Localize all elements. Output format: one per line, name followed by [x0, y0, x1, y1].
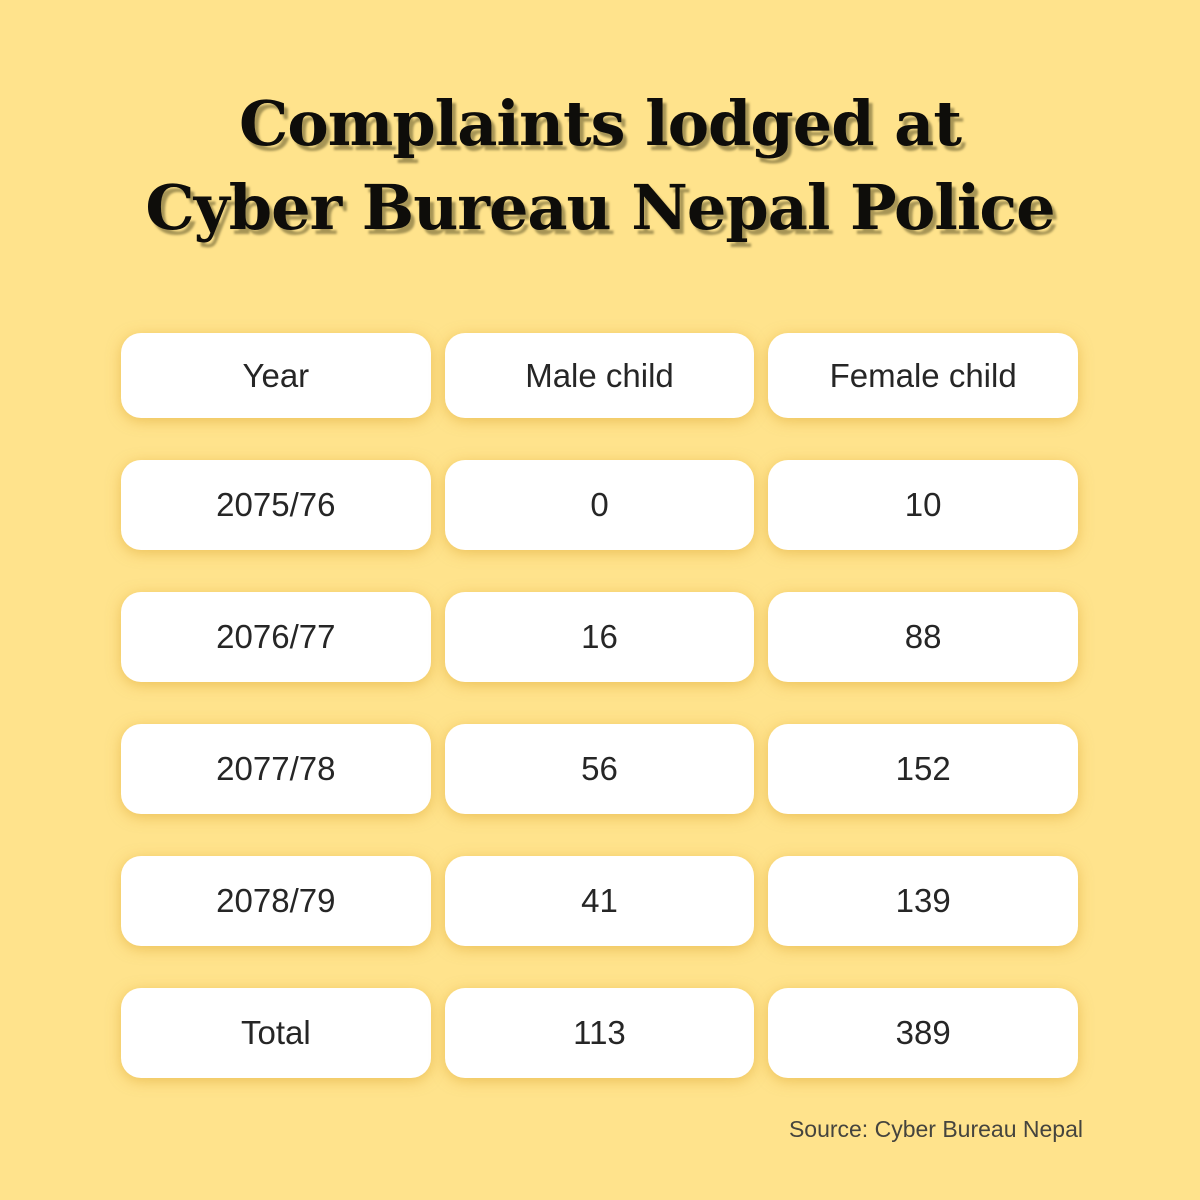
table-cell-male-2078-79: 41 [445, 856, 755, 946]
table-header-year: Year [121, 333, 431, 418]
table-cell-female-2076-77: 88 [768, 592, 1078, 682]
table-cell-male-2075-76: 0 [445, 460, 755, 550]
table-cell-female-2075-76: 10 [768, 460, 1078, 550]
table-cell-female-2077-78: 152 [768, 724, 1078, 814]
table-cell-year-2076-77: 2076/77 [121, 592, 431, 682]
table-cell-year-2075-76: 2075/76 [121, 460, 431, 550]
table-cell-year-2078-79: 2078/79 [121, 856, 431, 946]
table-cell-year-2077-78: 2077/78 [121, 724, 431, 814]
table-cell-total-female: 389 [768, 988, 1078, 1078]
table-cell-male-2076-77: 16 [445, 592, 755, 682]
table-header-female-child: Female child [768, 333, 1078, 418]
table-cell-female-2078-79: 139 [768, 856, 1078, 946]
table-cell-male-2077-78: 56 [445, 724, 755, 814]
table-cell-total-male: 113 [445, 988, 755, 1078]
source-note: Source: Cyber Bureau Nepal [788, 1116, 1083, 1142]
complaints-table [121, 333, 1078, 1078]
page-title [0, 82, 1200, 250]
title-line-1: Complaints lodged at [239, 87, 961, 160]
table-header-male-child: Male child [445, 333, 755, 418]
title-line-2: Cyber Bureau Nepal Police [145, 171, 1055, 244]
table-cell-total-label: Total [121, 988, 431, 1078]
